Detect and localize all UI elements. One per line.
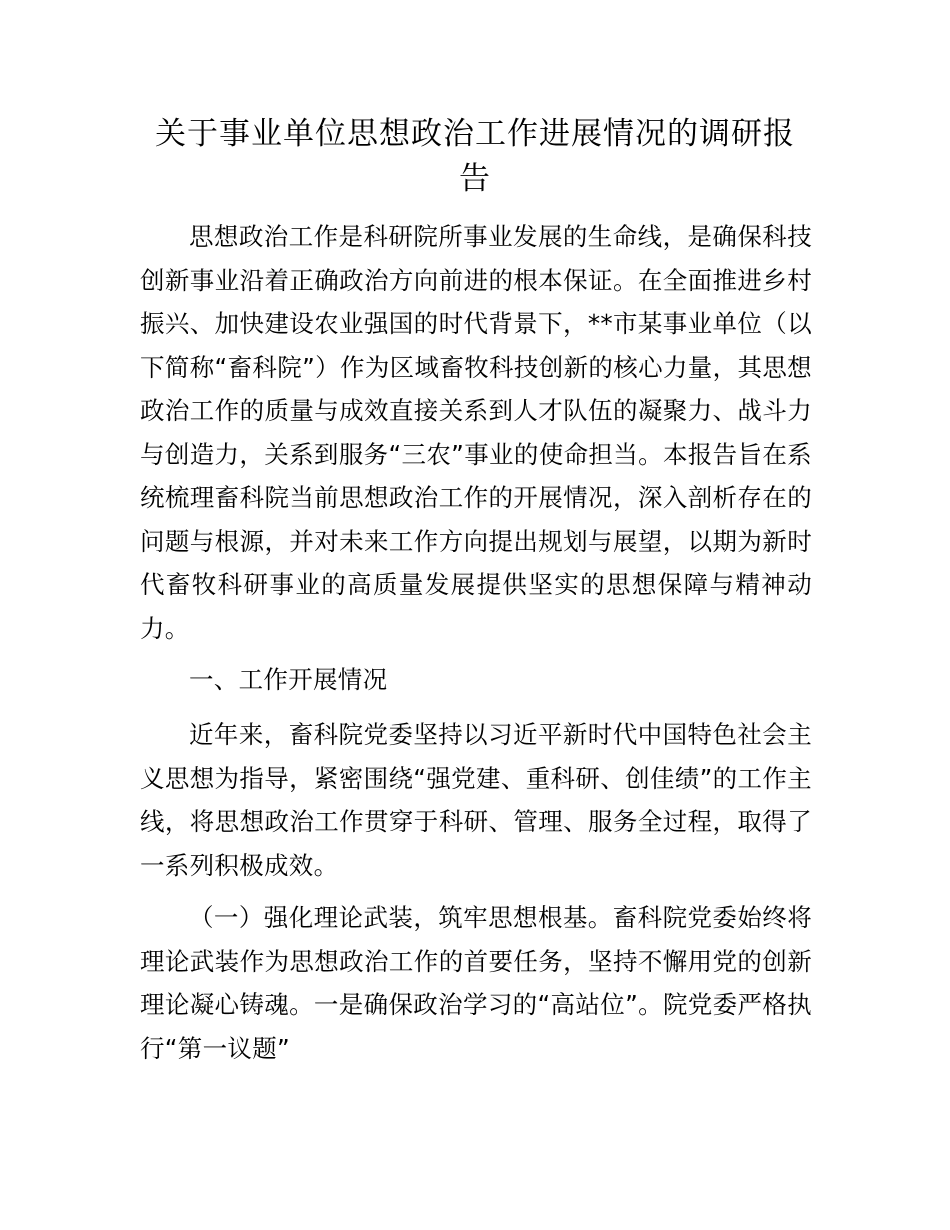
subsection-paragraph: （一）强化理论武装，筑牢思想根基。畜科院党委始终将理论武装作为思想政治工作的首要任务，坚持不懈用党的创新理论凝心铸魂。一是确保政治学习的“高站位”。院党委严格执行“第一议题”	[140, 903, 812, 1063]
intro-paragraph: 思想政治工作是科研院所事业发展的生命线，是确保科技创新事业沿着正确政治方向前进的根本保证。在全面推进乡村振兴、加快建设农业强国的时代背景下，**市某事业单位（以下简称“畜科院”）作为区域畜牧科技创新的核心力量，其思想政治工作的质量与成效直接关系到人才队伍的凝聚力、战斗力与创造力，关系到服务“三农”事业的使命担当。本报告旨在系统梳理畜科院当前思想政治工作的开展情况，深入剖析存在的问题与根源，并对未来工作方向提出规划与展望，以期为新时代畜牧科研事业的高质量发展提供坚实的思想保障与精神动力。	[140, 222, 812, 643]
document-title: 关于事业单位思想政治工作进展情况的调研报告	[155, 116, 795, 197]
section-heading: 一、工作开展情况	[189, 665, 388, 694]
section-paragraph: 近年来，畜科院党委坚持以习近平新时代中国特色社会主义思想为指导，紧密围绕“强党建、重科研、创佳绩”的工作主线，将思想政治工作贯穿于科研、管理、服务全过程，取得了一系列积极成效。	[140, 720, 812, 880]
